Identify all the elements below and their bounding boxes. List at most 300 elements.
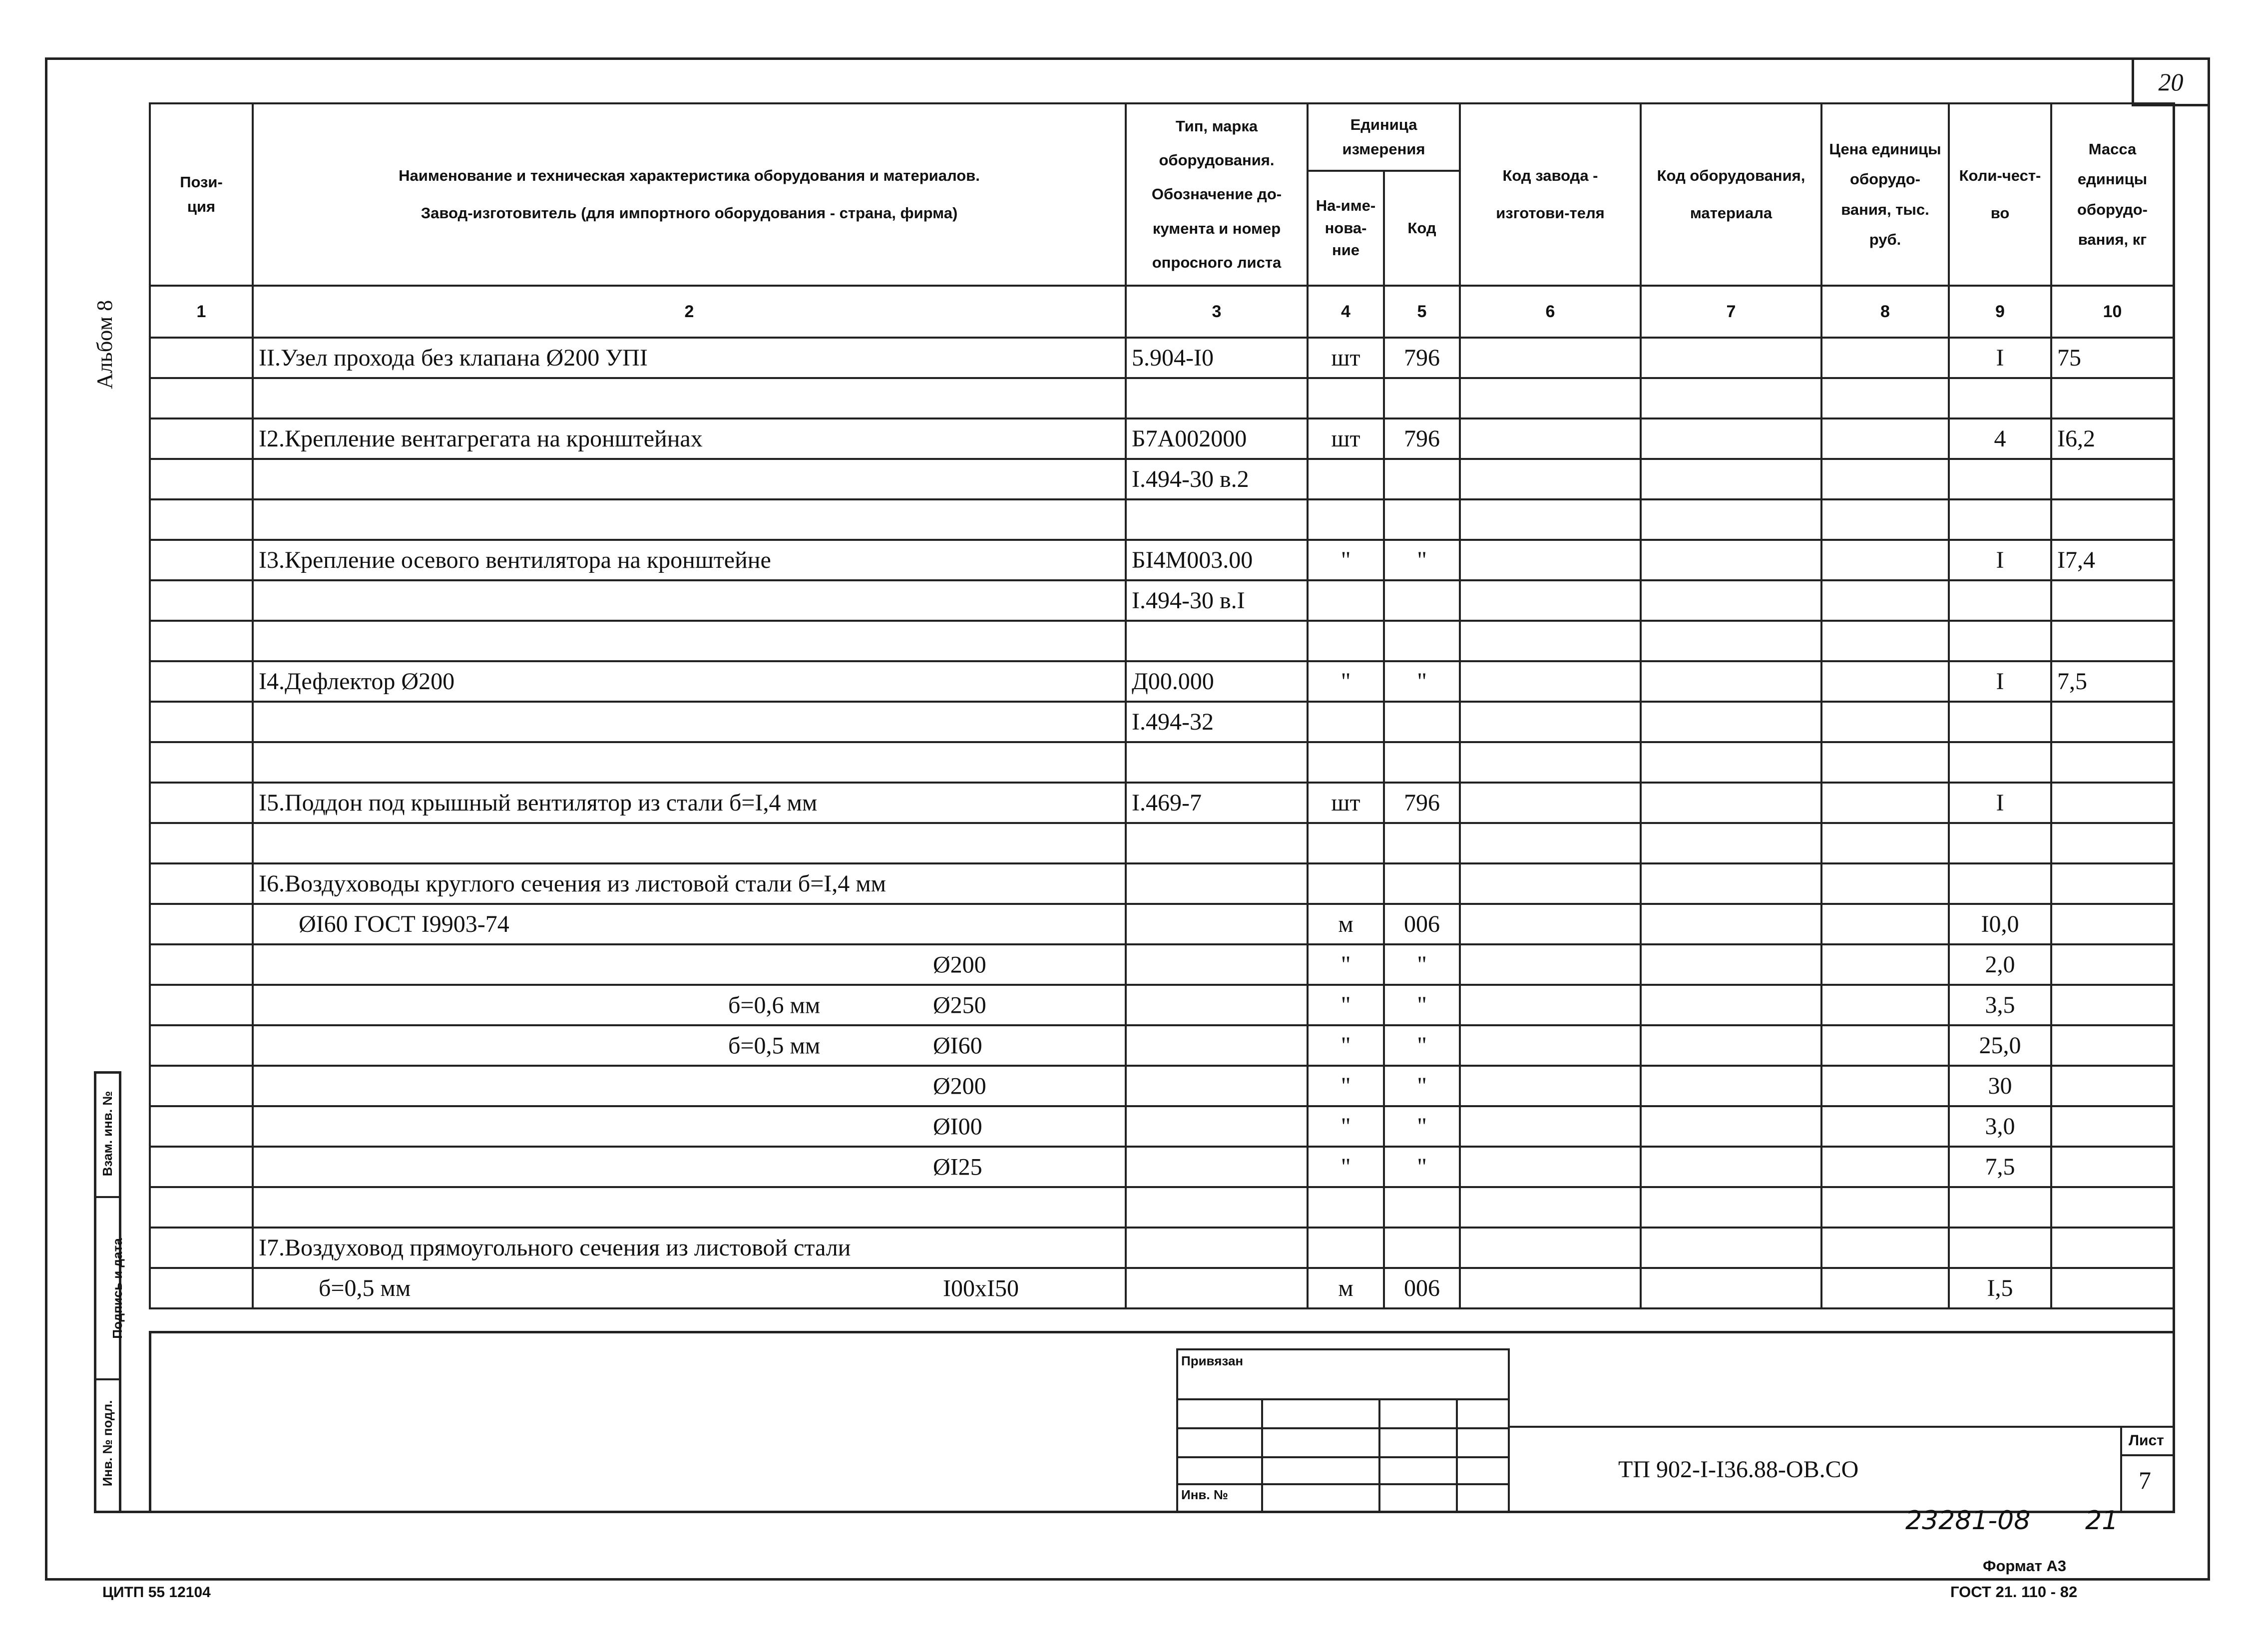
name-cell: II.Узел прохода без клапана Ø200 УПI bbox=[253, 338, 1126, 378]
equipment-code-cell bbox=[1641, 1147, 1821, 1187]
mass-cell bbox=[2051, 742, 2174, 783]
header-price: Цена единицы оборудо-вания, тыс. руб. bbox=[1821, 103, 1949, 286]
factory-code-cell bbox=[1460, 783, 1641, 823]
name-cell bbox=[253, 621, 1126, 661]
diameter-label: Ø200 bbox=[933, 951, 986, 978]
position-cell bbox=[150, 1228, 253, 1268]
equipment-code-cell bbox=[1641, 904, 1821, 944]
quantity-cell: 7,5 bbox=[1949, 1147, 2051, 1187]
name-cell bbox=[253, 1066, 1126, 1106]
mass-cell bbox=[2051, 702, 2174, 742]
column-number: 3 bbox=[1126, 286, 1308, 338]
equipment-code-cell bbox=[1641, 1066, 1821, 1106]
unit-code-cell bbox=[1384, 823, 1460, 863]
unit-name-cell: " bbox=[1308, 985, 1384, 1025]
mass-cell bbox=[2051, 459, 2174, 499]
quantity-cell bbox=[1949, 823, 2051, 863]
header-name: Наименование и техническая характеристика оборудования и материалов. Завод-изготовитель (для импортного оборудования - страна, фирма) bbox=[253, 103, 1126, 286]
price-cell bbox=[1821, 1187, 1949, 1228]
row-name-label: б=0,5 мм bbox=[319, 1275, 411, 1301]
quantity-cell: I bbox=[1949, 783, 2051, 823]
table-row bbox=[150, 783, 2174, 823]
diameter-label: Ø200 bbox=[933, 1073, 986, 1099]
mass-cell bbox=[2051, 985, 2174, 1025]
unit-code-cell: " bbox=[1384, 661, 1460, 702]
header-unit-name: На-име-нова-ние bbox=[1308, 171, 1384, 286]
quantity-cell: I0,0 bbox=[1949, 904, 2051, 944]
price-cell bbox=[1821, 1147, 1949, 1187]
unit-code-cell bbox=[1384, 742, 1460, 783]
position-cell bbox=[150, 418, 253, 459]
price-cell bbox=[1821, 418, 1949, 459]
document-code: ТП 902-I-I36.88-ОВ.СО bbox=[1618, 1456, 1859, 1483]
unit-name-cell: " bbox=[1308, 661, 1384, 702]
factory-code-cell bbox=[1460, 1187, 1641, 1228]
unit-name-cell bbox=[1308, 580, 1384, 621]
table-row bbox=[150, 1025, 2174, 1066]
unit-code-cell bbox=[1384, 378, 1460, 418]
table-row bbox=[150, 904, 2174, 944]
table-row bbox=[150, 863, 2174, 904]
table-row bbox=[150, 1147, 2174, 1187]
equipment-code-cell bbox=[1641, 499, 1821, 540]
mass-cell bbox=[2051, 1268, 2174, 1308]
mass-cell bbox=[2051, 823, 2174, 863]
unit-code-cell bbox=[1384, 1228, 1460, 1268]
equipment-code-cell bbox=[1641, 338, 1821, 378]
diameter-label: Ø250 bbox=[933, 992, 986, 1018]
sheet-label: Лист bbox=[2129, 1432, 2164, 1449]
column-number: 9 bbox=[1949, 286, 2051, 338]
column-number: 7 bbox=[1641, 286, 1821, 338]
type-cell bbox=[1126, 863, 1308, 904]
equipment-code-cell bbox=[1641, 418, 1821, 459]
price-cell bbox=[1821, 823, 1949, 863]
mass-cell bbox=[2051, 1147, 2174, 1187]
unit-code-cell: 796 bbox=[1384, 783, 1460, 823]
mass-cell bbox=[2051, 783, 2174, 823]
type-cell bbox=[1126, 1228, 1308, 1268]
price-cell bbox=[1821, 1025, 1949, 1066]
column-number: 1 bbox=[150, 286, 253, 338]
type-cell: БI4М003.00 bbox=[1126, 540, 1308, 580]
unit-name-cell bbox=[1308, 1187, 1384, 1228]
unit-code-cell bbox=[1384, 580, 1460, 621]
table-row bbox=[150, 459, 2174, 499]
position-cell bbox=[150, 580, 253, 621]
factory-code-cell bbox=[1460, 621, 1641, 661]
equipment-code-cell bbox=[1641, 783, 1821, 823]
unit-code-cell bbox=[1384, 621, 1460, 661]
header-equipment-code: Код оборудования, материала bbox=[1641, 103, 1821, 286]
unit-name-cell: " bbox=[1308, 1147, 1384, 1187]
mass-cell bbox=[2051, 1066, 2174, 1106]
type-cell bbox=[1126, 1147, 1308, 1187]
price-cell bbox=[1821, 1106, 1949, 1147]
unit-name-cell: м bbox=[1308, 904, 1384, 944]
factory-code-cell bbox=[1460, 1147, 1641, 1187]
type-cell: Д00.000 bbox=[1126, 661, 1308, 702]
unit-name-cell: " bbox=[1308, 1025, 1384, 1066]
factory-code-cell bbox=[1460, 1106, 1641, 1147]
name-cell: I2.Крепление вентагрегата на кронштейнах bbox=[253, 418, 1126, 459]
name-cell: I6.Воздуховоды круглого сечения из листовой стали б=I,4 мм bbox=[253, 863, 1126, 904]
header-factory-code: Код завода - изготови-теля bbox=[1460, 103, 1641, 286]
page-number-handwritten: 21 bbox=[2085, 1506, 2119, 1536]
table-row bbox=[150, 985, 2174, 1025]
quantity-cell bbox=[1949, 580, 2051, 621]
factory-code-cell bbox=[1460, 459, 1641, 499]
bound-label: Привязан bbox=[1181, 1353, 1244, 1368]
factory-code-cell bbox=[1460, 702, 1641, 742]
table-row bbox=[150, 1228, 2174, 1268]
unit-code-cell: " bbox=[1384, 944, 1460, 985]
sheet-number: 7 bbox=[2139, 1466, 2151, 1494]
unit-name-cell: " bbox=[1308, 1106, 1384, 1147]
type-cell bbox=[1126, 1268, 1308, 1308]
price-cell bbox=[1821, 540, 1949, 580]
type-cell: Б7А002000 bbox=[1126, 418, 1308, 459]
quantity-cell bbox=[1949, 378, 2051, 418]
thickness-label: б=0,6 мм bbox=[728, 992, 821, 1018]
mass-cell bbox=[2051, 1025, 2174, 1066]
type-cell bbox=[1126, 1187, 1308, 1228]
table-row bbox=[150, 499, 2174, 540]
factory-code-cell bbox=[1460, 418, 1641, 459]
equipment-code-cell bbox=[1641, 1025, 1821, 1066]
position-cell bbox=[150, 863, 253, 904]
table-row bbox=[150, 661, 2174, 702]
type-cell bbox=[1126, 823, 1308, 863]
column-number: 8 bbox=[1821, 286, 1949, 338]
factory-code-cell bbox=[1460, 944, 1641, 985]
position-cell bbox=[150, 459, 253, 499]
unit-name-cell: " bbox=[1308, 944, 1384, 985]
quantity-cell bbox=[1949, 621, 2051, 661]
position-cell bbox=[150, 540, 253, 580]
unit-code-cell: " bbox=[1384, 985, 1460, 1025]
diameter-label: ØI60 bbox=[933, 1032, 982, 1059]
unit-name-cell bbox=[1308, 702, 1384, 742]
table-row bbox=[150, 338, 2174, 378]
name-cell bbox=[253, 1147, 1126, 1187]
mass-cell bbox=[2051, 904, 2174, 944]
unit-name-cell: шт bbox=[1308, 783, 1384, 823]
unit-code-cell bbox=[1384, 1187, 1460, 1228]
position-cell bbox=[150, 702, 253, 742]
mass-cell bbox=[2051, 621, 2174, 661]
unit-name-cell bbox=[1308, 499, 1384, 540]
position-cell bbox=[150, 1268, 253, 1308]
header-quantity: Коли-чест-во bbox=[1949, 103, 2051, 286]
price-cell bbox=[1821, 944, 1949, 985]
table-row bbox=[150, 540, 2174, 580]
factory-code-cell bbox=[1460, 1025, 1641, 1066]
factory-code-cell bbox=[1460, 580, 1641, 621]
diameter-label: ØI00 bbox=[933, 1113, 982, 1140]
column-number: 2 bbox=[253, 286, 1126, 338]
mass-cell: 75 bbox=[2051, 338, 2174, 378]
unit-code-cell: " bbox=[1384, 540, 1460, 580]
type-cell: I.469-7 bbox=[1126, 783, 1308, 823]
quantity-cell: I bbox=[1949, 661, 2051, 702]
side-stamp-signature: Подпись и дата bbox=[110, 1238, 125, 1339]
quantity-cell: 25,0 bbox=[1949, 1025, 2051, 1066]
unit-code-cell: " bbox=[1384, 1106, 1460, 1147]
quantity-cell: 3,5 bbox=[1949, 985, 2051, 1025]
name-cell bbox=[253, 378, 1126, 418]
position-cell bbox=[150, 742, 253, 783]
position-cell bbox=[150, 985, 253, 1025]
mass-cell bbox=[2051, 580, 2174, 621]
name-cell bbox=[253, 1228, 1126, 1268]
table-row bbox=[150, 1187, 2174, 1228]
factory-code-cell bbox=[1460, 499, 1641, 540]
mass-cell bbox=[2051, 1106, 2174, 1147]
position-cell bbox=[150, 823, 253, 863]
column-number-row bbox=[150, 286, 2174, 338]
type-cell bbox=[1126, 742, 1308, 783]
unit-name-cell: " bbox=[1308, 540, 1384, 580]
header-position: Пози- ция bbox=[150, 103, 253, 286]
size-label: I00xI50 bbox=[943, 1275, 1019, 1301]
table-row bbox=[150, 702, 2174, 742]
unit-name-cell bbox=[1308, 621, 1384, 661]
mass-cell bbox=[2051, 378, 2174, 418]
equipment-code-cell bbox=[1641, 1106, 1821, 1147]
quantity-cell bbox=[1949, 1187, 2051, 1228]
equipment-code-cell bbox=[1641, 742, 1821, 783]
factory-code-cell bbox=[1460, 338, 1641, 378]
type-cell bbox=[1126, 499, 1308, 540]
name-cell bbox=[253, 823, 1126, 863]
quantity-cell bbox=[1949, 499, 2051, 540]
unit-name-cell: " bbox=[1308, 1066, 1384, 1106]
position-cell bbox=[150, 621, 253, 661]
unit-code-cell: 796 bbox=[1384, 338, 1460, 378]
price-cell bbox=[1821, 621, 1949, 661]
header-row bbox=[150, 103, 2174, 171]
table-row bbox=[150, 1106, 2174, 1147]
quantity-cell: 3,0 bbox=[1949, 1106, 2051, 1147]
unit-name-cell: м bbox=[1308, 1268, 1384, 1308]
factory-code-cell bbox=[1460, 904, 1641, 944]
unit-name-cell bbox=[1308, 823, 1384, 863]
type-cell bbox=[1126, 1106, 1308, 1147]
factory-code-cell bbox=[1460, 540, 1641, 580]
quantity-cell: I,5 bbox=[1949, 1268, 2051, 1308]
name-cell bbox=[253, 499, 1126, 540]
unit-code-cell: 796 bbox=[1384, 418, 1460, 459]
mass-cell: I7,4 bbox=[2051, 540, 2174, 580]
unit-code-cell bbox=[1384, 499, 1460, 540]
mass-cell bbox=[2051, 1228, 2174, 1268]
header-type: Тип, марка оборудования. Обозначение до-кумента и номер опросного листа bbox=[1126, 103, 1308, 286]
mass-cell bbox=[2051, 499, 2174, 540]
position-cell bbox=[150, 338, 253, 378]
unit-name-cell bbox=[1308, 742, 1384, 783]
type-cell: I.494-30 в.I bbox=[1126, 580, 1308, 621]
price-cell bbox=[1821, 742, 1949, 783]
table-row bbox=[150, 621, 2174, 661]
name-cell bbox=[253, 742, 1126, 783]
unit-code-cell: " bbox=[1384, 1066, 1460, 1106]
factory-code-cell bbox=[1460, 863, 1641, 904]
table-row bbox=[150, 580, 2174, 621]
mass-cell: I6,2 bbox=[2051, 418, 2174, 459]
position-cell bbox=[150, 1066, 253, 1106]
type-cell bbox=[1126, 985, 1308, 1025]
mass-cell: 7,5 bbox=[2051, 661, 2174, 702]
table-row bbox=[150, 418, 2174, 459]
equipment-code-cell bbox=[1641, 985, 1821, 1025]
quantity-cell: I bbox=[1949, 540, 2051, 580]
unit-code-cell bbox=[1384, 459, 1460, 499]
unit-code-cell bbox=[1384, 702, 1460, 742]
header-unit-code: Код bbox=[1384, 171, 1460, 286]
column-number: 4 bbox=[1308, 286, 1384, 338]
factory-code-cell bbox=[1460, 661, 1641, 702]
factory-code-cell bbox=[1460, 742, 1641, 783]
name-cell bbox=[253, 1025, 1126, 1066]
position-cell bbox=[150, 499, 253, 540]
unit-code-cell: 006 bbox=[1384, 1268, 1460, 1308]
type-cell: I.494-32 bbox=[1126, 702, 1308, 742]
unit-name-cell bbox=[1308, 459, 1384, 499]
price-cell bbox=[1821, 904, 1949, 944]
quantity-cell: 30 bbox=[1949, 1066, 2051, 1106]
quantity-cell: 2,0 bbox=[1949, 944, 2051, 985]
name-cell: I4.Дефлектор Ø200 bbox=[253, 661, 1126, 702]
unit-name-cell bbox=[1308, 378, 1384, 418]
position-cell bbox=[150, 1106, 253, 1147]
name-cell bbox=[253, 702, 1126, 742]
album-label: Альбом 8 bbox=[92, 300, 117, 390]
archive-number: 23281-08 bbox=[1905, 1506, 2031, 1536]
equipment-code-cell bbox=[1641, 944, 1821, 985]
table-row bbox=[150, 742, 2174, 783]
name-cell: I5.Поддон под крышный вентилятор из стали б=I,4 мм bbox=[253, 783, 1126, 823]
unit-code-cell: 006 bbox=[1384, 904, 1460, 944]
table-row bbox=[150, 1268, 2174, 1308]
equipment-code-cell bbox=[1641, 459, 1821, 499]
quantity-cell: I bbox=[1949, 338, 2051, 378]
unit-name-cell: шт bbox=[1308, 418, 1384, 459]
position-cell bbox=[150, 378, 253, 418]
price-cell bbox=[1821, 378, 1949, 418]
position-cell bbox=[150, 1187, 253, 1228]
equipment-code-cell bbox=[1641, 580, 1821, 621]
type-cell bbox=[1126, 621, 1308, 661]
name-cell bbox=[253, 580, 1126, 621]
sheet-corner-number: 20 bbox=[2132, 57, 2210, 106]
name-cell bbox=[253, 1268, 1126, 1308]
equipment-code-cell bbox=[1641, 702, 1821, 742]
unit-name-cell bbox=[1308, 863, 1384, 904]
row-name-label: I7.Воздуховод прямоугольного сечения из листовой стали bbox=[259, 1235, 851, 1261]
price-cell bbox=[1821, 580, 1949, 621]
factory-code-cell bbox=[1460, 378, 1641, 418]
equipment-code-cell bbox=[1641, 378, 1821, 418]
type-cell bbox=[1126, 378, 1308, 418]
quantity-cell bbox=[1949, 1228, 2051, 1268]
name-cell bbox=[253, 985, 1126, 1025]
table-row bbox=[150, 823, 2174, 863]
factory-code-cell bbox=[1460, 1228, 1641, 1268]
equipment-code-cell bbox=[1641, 540, 1821, 580]
equipment-code-cell bbox=[1641, 1228, 1821, 1268]
mass-cell bbox=[2051, 863, 2174, 904]
header-unit-group: Единица измерения bbox=[1308, 103, 1460, 171]
quantity-cell bbox=[1949, 459, 2051, 499]
equipment-code-cell bbox=[1641, 1268, 1821, 1308]
table-row bbox=[150, 944, 2174, 985]
position-cell bbox=[150, 944, 253, 985]
price-cell bbox=[1821, 1228, 1949, 1268]
specification-table bbox=[149, 102, 2175, 1309]
unit-name-cell: шт bbox=[1308, 338, 1384, 378]
type-cell: 5.904-I0 bbox=[1126, 338, 1308, 378]
unit-code-cell bbox=[1384, 863, 1460, 904]
name-cell bbox=[253, 1106, 1126, 1147]
unit-code-cell: " bbox=[1384, 1147, 1460, 1187]
price-cell bbox=[1821, 459, 1949, 499]
name-cell: I3.Крепление осевого вентилятора на кронштейне bbox=[253, 540, 1126, 580]
position-cell bbox=[150, 783, 253, 823]
price-cell bbox=[1821, 1066, 1949, 1106]
type-cell bbox=[1126, 1025, 1308, 1066]
table-row bbox=[150, 378, 2174, 418]
equipment-code-cell bbox=[1641, 823, 1821, 863]
name-cell bbox=[253, 1187, 1126, 1228]
diameter-label: ØI25 bbox=[933, 1154, 982, 1180]
factory-code-cell bbox=[1460, 823, 1641, 863]
equipment-code-cell bbox=[1641, 1187, 1821, 1228]
footer-format: Формат А3 bbox=[1983, 1557, 2067, 1575]
type-cell bbox=[1126, 944, 1308, 985]
price-cell bbox=[1821, 338, 1949, 378]
unit-name-cell bbox=[1308, 1228, 1384, 1268]
factory-code-cell bbox=[1460, 1066, 1641, 1106]
price-cell bbox=[1821, 863, 1949, 904]
name-cell: ØI60 ГОСТ I9903-74 bbox=[253, 904, 1126, 944]
position-cell bbox=[150, 904, 253, 944]
type-cell bbox=[1126, 1066, 1308, 1106]
name-cell bbox=[253, 944, 1126, 985]
position-cell bbox=[150, 661, 253, 702]
name-cell bbox=[253, 459, 1126, 499]
type-cell bbox=[1126, 904, 1308, 944]
price-cell bbox=[1821, 661, 1949, 702]
quantity-cell: 4 bbox=[1949, 418, 2051, 459]
quantity-cell bbox=[1949, 702, 2051, 742]
footer-gost: ГОСТ 21. 110 - 82 bbox=[1950, 1583, 2078, 1601]
factory-code-cell bbox=[1460, 985, 1641, 1025]
mass-cell bbox=[2051, 944, 2174, 985]
factory-code-cell bbox=[1460, 1268, 1641, 1308]
thickness-label: б=0,5 мм bbox=[728, 1032, 821, 1059]
mass-cell bbox=[2051, 1187, 2174, 1228]
column-number: 6 bbox=[1460, 286, 1641, 338]
table-row bbox=[150, 1066, 2174, 1106]
price-cell bbox=[1821, 985, 1949, 1025]
unit-code-cell: " bbox=[1384, 1025, 1460, 1066]
quantity-cell bbox=[1949, 863, 2051, 904]
footer-left: ЦИТП 55 12104 bbox=[102, 1584, 211, 1601]
column-number: 10 bbox=[2051, 286, 2174, 338]
side-stamp-inv-podl: Инв. № подл. bbox=[100, 1400, 115, 1487]
equipment-code-cell bbox=[1641, 661, 1821, 702]
